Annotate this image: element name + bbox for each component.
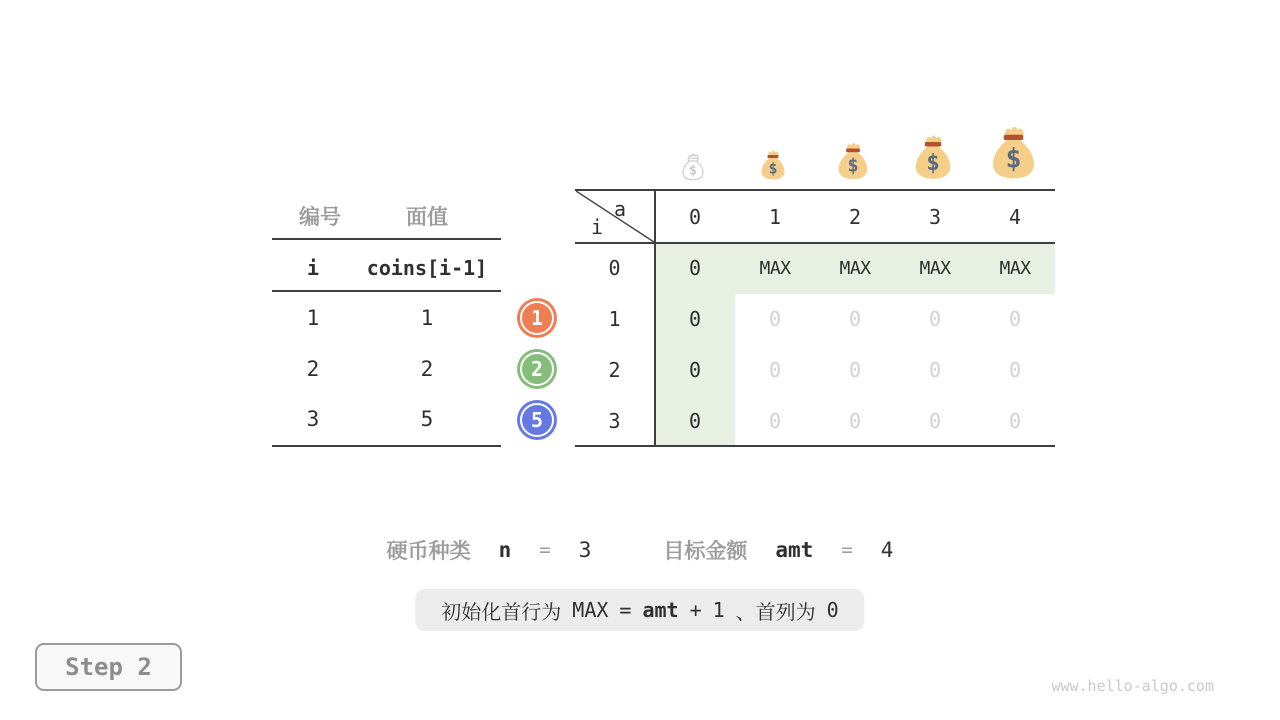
dp-cell: MAX: [839, 258, 871, 279]
note-code-amt: amt: [642, 598, 679, 622]
dp-header-divider: [575, 242, 1055, 244]
dp-cell: MAX: [919, 258, 951, 279]
dp-col-header: 2: [848, 205, 862, 229]
dp-cell: 0: [1008, 307, 1022, 331]
note-zero: 0: [826, 598, 839, 622]
dp-col-header: 4: [1008, 205, 1022, 229]
target-amount-label: 目标金额: [663, 540, 748, 563]
dollar-glyph: $: [689, 163, 697, 179]
dp-row-header: 2: [608, 358, 621, 382]
coin-row-id: 2: [306, 357, 320, 381]
coin-row-id: 3: [306, 407, 320, 431]
coin-badge-value: 5: [530, 408, 544, 432]
money-bag-icon: [757, 149, 789, 181]
coin-badge-5-icon: [517, 400, 557, 440]
coin-table-subheader-i: i: [306, 256, 320, 280]
step-indicator-button[interactable]: Step 2: [35, 643, 182, 691]
dollar-glyph: $: [768, 159, 778, 178]
dp-cell: 0: [928, 409, 942, 433]
note-text: 、首列为: [735, 601, 816, 624]
coin-badge-2-icon: [517, 349, 557, 389]
coin-table-subheader-coins: coins[i-1]: [366, 256, 488, 280]
divider: [272, 445, 501, 447]
dp-col-header: 0: [688, 205, 702, 229]
note-text: 初始化首行为: [441, 601, 562, 624]
coin-badge-1-icon: [517, 298, 557, 338]
dp-cell: 0: [848, 409, 862, 433]
coin-badge-value: 1: [530, 306, 544, 330]
coin-row-value: 1: [420, 306, 434, 330]
coin-row-value: 2: [420, 357, 434, 381]
divider: [272, 238, 501, 240]
money-bag-icon: [985, 124, 1042, 181]
note-equals: =: [619, 598, 632, 622]
dp-corner-row-label: i: [590, 215, 604, 239]
dp-cell: 0: [688, 358, 702, 382]
coin-row-id: 1: [306, 306, 320, 330]
dp-cell: 0: [928, 358, 942, 382]
dp-cell: 0: [768, 409, 782, 433]
dp-col-header: 1: [768, 205, 782, 229]
dp-cell: 0: [848, 358, 862, 382]
dp-cell: 0: [768, 358, 782, 382]
target-amount-var: amt: [775, 538, 814, 562]
dp-cell: 0: [848, 307, 862, 331]
coin-table-header-value: 面值: [406, 206, 448, 229]
money-bag-icon: [909, 133, 957, 181]
dp-cell: 0: [688, 307, 702, 331]
dp-corner-col-label: a: [613, 197, 627, 221]
dollar-glyph: $: [926, 149, 940, 176]
dollar-glyph: $: [847, 155, 859, 177]
note-code-max: MAX: [572, 598, 609, 622]
summary-row: [0, 535, 1280, 565]
dp-bottom-border: [575, 445, 1055, 447]
dp-cell: 0: [768, 307, 782, 331]
dp-col-header: 3: [928, 205, 942, 229]
target-amount-group: [663, 535, 893, 565]
coin-table-header-id: 编号: [299, 206, 341, 229]
coin-count-label: 硬币种类: [386, 540, 471, 563]
dp-cell: 0: [688, 256, 702, 280]
money-bag-ghost-icon: [679, 153, 707, 181]
dp-cell: MAX: [999, 258, 1031, 279]
coin-row-value: 5: [420, 407, 434, 431]
dp-cell: 0: [1008, 409, 1022, 433]
dollar-glyph: $: [1005, 143, 1022, 175]
dp-cell: 0: [928, 307, 942, 331]
money-bag-icon: [833, 141, 873, 181]
equals-sign: =: [539, 539, 551, 561]
dp-cell: 0: [1008, 358, 1022, 382]
watermark: www.hello-algo.com: [1051, 677, 1214, 695]
coin-count-group: [387, 535, 592, 565]
coin-count-var: n: [498, 538, 512, 562]
dp-row-header: 1: [608, 307, 621, 331]
equals-sign: =: [841, 539, 853, 561]
dp-cell: MAX: [759, 258, 791, 279]
note-one: 1: [712, 598, 725, 622]
step-note-box: [415, 589, 864, 631]
coin-badge-value: 2: [530, 357, 544, 381]
note-plus: +: [689, 598, 702, 622]
dp-row-header: 3: [608, 409, 621, 433]
target-amount-value: 4: [880, 538, 894, 562]
divider: [272, 290, 501, 292]
dp-cell: 0: [688, 409, 702, 433]
dp-row-header: 0: [608, 256, 621, 280]
coin-count-value: 3: [578, 538, 592, 562]
